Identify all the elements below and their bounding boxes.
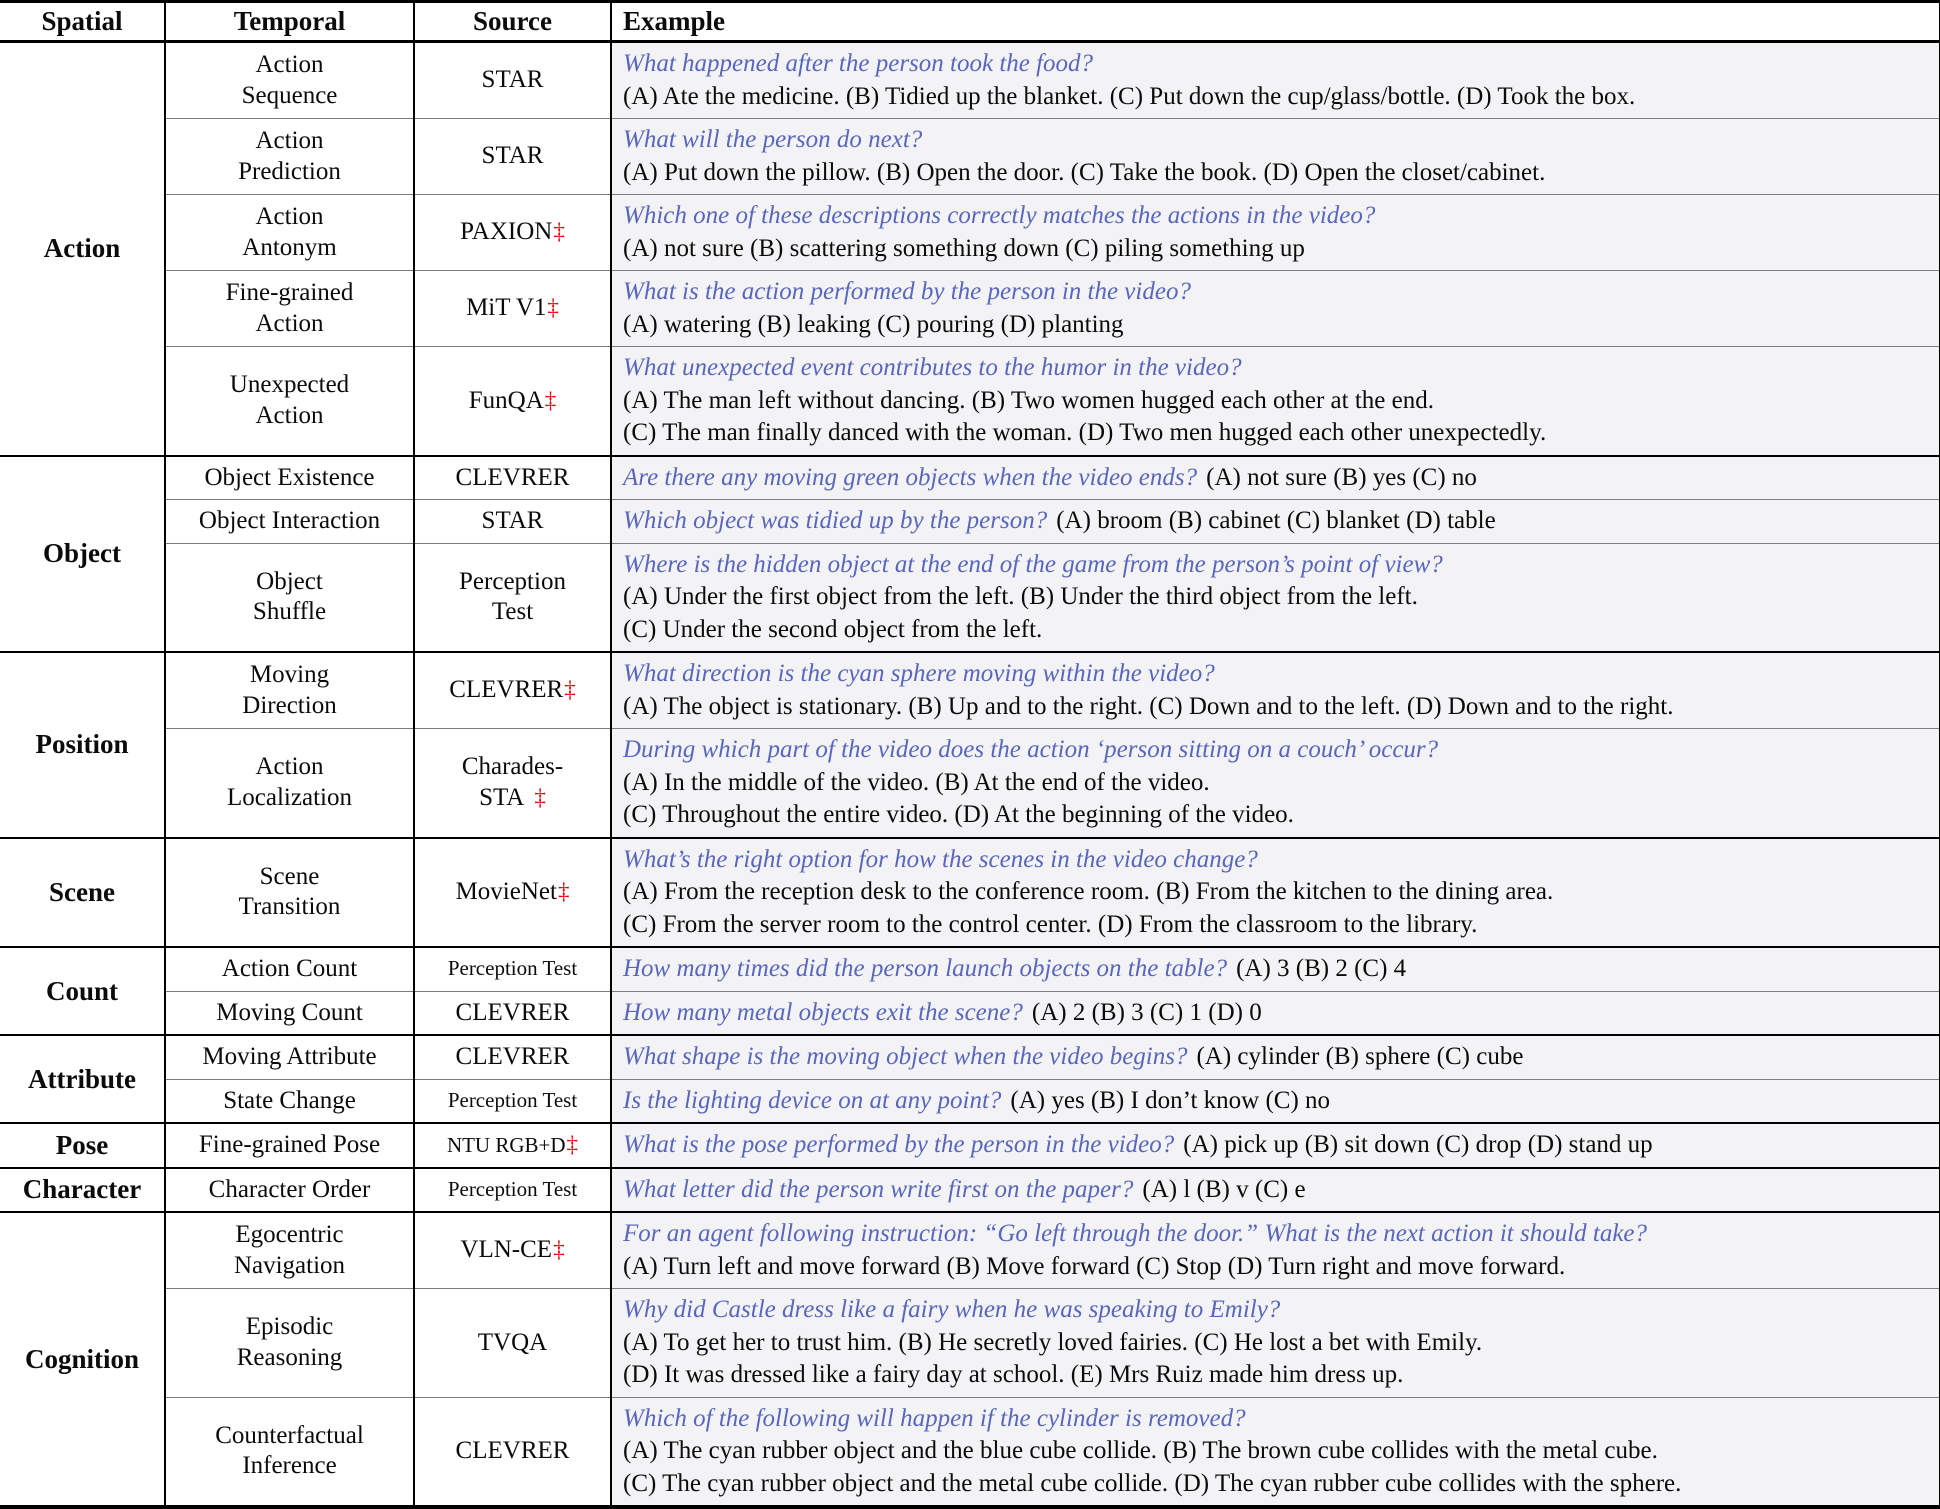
- temporal-cell: [165, 1079, 414, 1123]
- source-cell: [414, 947, 611, 991]
- source-label: VLN-CE: [460, 1236, 553, 1264]
- temporal-label: Unexpected: [229, 371, 350, 399]
- column-header-source: Source: [414, 2, 611, 42]
- source-label: MiT V1: [466, 294, 547, 322]
- temporal-label: Action Count: [221, 955, 358, 982]
- source-cell: [414, 456, 611, 500]
- source-cell: [414, 1035, 611, 1079]
- example-cell: [611, 347, 1940, 456]
- table-row: [0, 729, 1940, 838]
- answer-line: (A) From the reception desk to the conference room. (B) From the kitchen to the dining area.: [623, 878, 1554, 905]
- source-label: STA: [479, 783, 525, 811]
- table-row: [0, 42, 1940, 119]
- temporal-cell: [165, 838, 414, 948]
- example-cell: [611, 1123, 1940, 1168]
- temporal-cell: [165, 1123, 414, 1168]
- temporal-label: Fine-grained Pose: [198, 1131, 381, 1158]
- table-row: [0, 947, 1940, 991]
- temporal-cell: [165, 947, 414, 991]
- answer-line: (A) To get her to trust him. (B) He secretly loved fairies. (C) He lost a bet with Emily.: [623, 1328, 1483, 1356]
- question-text: What’s the right option for how the scenes in the video change?: [623, 845, 1258, 873]
- source-cell: [414, 1212, 611, 1289]
- answer-line: (A) yes (B) I don’t know (C) no: [1010, 1086, 1331, 1114]
- double-dagger-icon: ‡: [557, 879, 570, 904]
- question-text: What unexpected event contributes to the humor in the video?: [623, 354, 1242, 381]
- temporal-label: Prediction: [238, 157, 341, 185]
- temporal-label: Scene: [259, 862, 320, 890]
- answer-line: (C) The man finally danced with the woman. (D) Two men hugged each other unexpectedly.: [623, 419, 1547, 446]
- temporal-label: Shuffle: [252, 598, 327, 626]
- table-row: [0, 119, 1940, 195]
- temporal-label: Object Interaction: [198, 507, 381, 534]
- temporal-cell: [165, 1168, 414, 1213]
- source-label: Perception Test: [447, 1087, 578, 1112]
- header-row: [0, 2, 1940, 42]
- example-cell: [611, 991, 1940, 1035]
- answer-line: (A) watering (B) leaking (C) pouring (D) planting: [623, 310, 1124, 338]
- example-cell: [611, 119, 1940, 195]
- temporal-cell: [165, 729, 414, 838]
- temporal-cell: [165, 456, 414, 500]
- source-label: Test: [491, 598, 534, 626]
- answer-line: (A) Put down the pillow. (B) Open the door. (C) Take the book. (D) Open the closet/cabinet.: [623, 158, 1546, 186]
- example-cell: [611, 500, 1940, 544]
- temporal-label: State Change: [223, 1086, 356, 1114]
- temporal-label: Object Existence: [204, 463, 375, 491]
- example-cell: [611, 271, 1940, 347]
- question-text: How many metal objects exit the scene?: [623, 998, 1023, 1026]
- example-cell: [611, 543, 1940, 652]
- table-row: [0, 456, 1940, 500]
- example-cell: [611, 456, 1940, 500]
- temporal-label: Direction: [242, 691, 337, 719]
- question-text: What shape is the moving object when the video begins?: [623, 1043, 1188, 1070]
- spatial-group-label: Cognition: [0, 1212, 165, 1507]
- double-dagger-icon: ‡: [564, 677, 576, 703]
- source-label: TVQA: [477, 1328, 548, 1356]
- answer-line: (A) 3 (B) 2 (C) 4: [1236, 955, 1407, 982]
- example-cell: [611, 1212, 1940, 1289]
- source-label: Perception Test: [447, 956, 578, 981]
- table-row: [0, 1212, 1940, 1289]
- answer-line: (C) From the server room to the control center. (D) From the classroom to the library.: [623, 910, 1478, 938]
- source-cell: [414, 1123, 611, 1168]
- question-text: Where is the hidden object at the end of the game from the person’s point of view?: [623, 550, 1443, 578]
- temporal-label: Fine-grained: [225, 279, 354, 306]
- double-dagger-icon: ‡: [544, 387, 557, 413]
- answer-line: (A) broom (B) cabinet (C) blanket (D) table: [1056, 507, 1496, 534]
- source-label: CLEVRER: [455, 998, 570, 1026]
- source-label: STAR: [481, 66, 544, 94]
- source-label: Perception Test: [447, 1176, 578, 1201]
- example-cell: [611, 1289, 1940, 1398]
- source-cell: [414, 1079, 611, 1123]
- temporal-cell: [165, 500, 414, 544]
- source-cell: [414, 271, 611, 347]
- answer-line: (A) not sure (B) scattering something down (C) piling something up: [623, 234, 1305, 262]
- spatial-group-label: Action: [0, 42, 165, 456]
- temporal-label: Transition: [238, 893, 341, 921]
- temporal-label: Sequence: [241, 81, 338, 109]
- answer-line: (A) pick up (B) sit down (C) drop (D) stand up: [1183, 1131, 1653, 1158]
- temporal-label: Moving Attribute: [202, 1043, 377, 1070]
- question-text: What direction is the cyan sphere moving within the video?: [623, 660, 1215, 687]
- table-row: [0, 500, 1940, 544]
- temporal-cell: [165, 1397, 414, 1507]
- temporal-label: Action: [255, 51, 324, 78]
- spatial-group-label: Object: [0, 456, 165, 653]
- source-cell: [414, 119, 611, 195]
- question-text: What letter did the person write first on the paper?: [623, 1175, 1134, 1203]
- example-cell: [611, 195, 1940, 271]
- temporal-cell: [165, 1212, 414, 1289]
- temporal-label: Episodic: [245, 1313, 334, 1341]
- source-label: MovieNet: [455, 878, 557, 905]
- example-cell: [611, 1079, 1940, 1123]
- source-label: CLEVRER: [455, 1437, 570, 1464]
- answer-line: (A) Ate the medicine. (B) Tidied up the blanket. (C) Put down the cup/glass/bottle. (D) Took the box.: [623, 82, 1636, 110]
- table-row: [0, 347, 1940, 456]
- answer-line: (A) The man left without dancing. (B) Two women hugged each other at the end.: [623, 386, 1434, 414]
- answer-line: (A) In the middle of the video. (B) At the end of the video.: [623, 768, 1210, 796]
- answer-line: (D) It was dressed like a fairy day at school. (E) Mrs Ruiz made him dress up.: [623, 1361, 1404, 1388]
- answer-line: (A) Turn left and move forward (B) Move forward (C) Stop (D) Turn right and move forward.: [623, 1252, 1566, 1280]
- question-text: For an agent following instruction: “Go left through the door.” What is the next action it should take?: [623, 1220, 1648, 1247]
- answer-line: (C) Under the second object from the left.: [623, 615, 1043, 643]
- temporal-cell: [165, 347, 414, 456]
- example-cell: [611, 1035, 1940, 1079]
- question-text: What happened after the person took the food?: [623, 50, 1094, 77]
- temporal-cell: [165, 1035, 414, 1079]
- question-text: How many times did the person launch objects on the table?: [623, 955, 1228, 982]
- answer-line: (A) not sure (B) yes (C) no: [1206, 463, 1477, 491]
- question-text: Which one of these descriptions correctly matches the actions in the video?: [623, 202, 1376, 229]
- spatial-group-label: Scene: [0, 838, 165, 948]
- temporal-label: Moving Count: [216, 998, 363, 1026]
- question-text: Are there any moving green objects when the video ends?: [623, 463, 1198, 491]
- temporal-cell: [165, 652, 414, 729]
- example-cell: [611, 1397, 1940, 1507]
- temporal-label: Object: [256, 567, 323, 595]
- question-text: During which part of the video does the action ‘person sitting on a couch’ occur?: [623, 736, 1439, 763]
- source-cell: [414, 652, 611, 729]
- source-cell: [414, 729, 611, 838]
- answer-line: (A) l (B) v (C) e: [1142, 1175, 1306, 1203]
- source-cell: [414, 838, 611, 948]
- temporal-label: Inference: [242, 1452, 337, 1480]
- source-label: CLEVRER: [449, 676, 564, 704]
- table-row: [0, 1168, 1940, 1213]
- question-text: What is the action performed by the person in the video?: [623, 278, 1191, 305]
- answer-line: (C) The cyan rubber object and the metal cube collide. (D) The cyan rubber cube collides with the sphere.: [623, 1469, 1682, 1497]
- example-cell: [611, 42, 1940, 119]
- source-label: STAR: [481, 507, 544, 534]
- temporal-label: Character Order: [208, 1175, 371, 1203]
- source-cell: [414, 991, 611, 1035]
- source-label: CLEVRER: [455, 1043, 570, 1070]
- source-cell: [414, 543, 611, 652]
- table-row: [0, 543, 1940, 652]
- example-cell: [611, 652, 1940, 729]
- temporal-label: Moving: [249, 661, 330, 688]
- answer-line: (A) 2 (B) 3 (C) 1 (D) 0: [1031, 998, 1262, 1026]
- table-row: [0, 195, 1940, 271]
- temporal-label: Action: [255, 203, 324, 230]
- question-text: Why did Castle dress like a fairy when he was speaking to Emily?: [623, 1296, 1281, 1323]
- temporal-cell: [165, 991, 414, 1035]
- table-row: [0, 1397, 1940, 1507]
- spatial-group-label: Pose: [0, 1123, 165, 1168]
- answer-line: (C) Throughout the entire video. (D) At the beginning of the video.: [623, 801, 1294, 828]
- double-dagger-icon: ‡: [553, 219, 565, 245]
- table-row: [0, 1289, 1940, 1398]
- spatial-group-label: Count: [0, 947, 165, 1035]
- temporal-cell: [165, 195, 414, 271]
- temporal-label: Action: [255, 127, 324, 154]
- answer-line: (A) cylinder (B) sphere (C) cube: [1196, 1043, 1524, 1070]
- double-dagger-icon: ‡: [553, 1237, 565, 1263]
- source-cell: [414, 1168, 611, 1213]
- column-header-temporal: Temporal: [165, 2, 414, 42]
- table-row: [0, 991, 1940, 1035]
- temporal-label: Action: [255, 401, 324, 429]
- spatial-group-label: Character: [0, 1168, 165, 1213]
- source-cell: [414, 1289, 611, 1398]
- answer-line: (A) The object is stationary. (B) Up and to the right. (C) Down and to the left. (D) Down and to the right.: [623, 692, 1674, 720]
- spatial-group-label: Attribute: [0, 1035, 165, 1123]
- double-dagger-icon: ‡: [547, 295, 559, 321]
- question-text: Which object was tidied up by the person?: [623, 507, 1048, 534]
- table-row: [0, 838, 1940, 948]
- source-label: FunQA: [468, 386, 544, 414]
- source-cell: [414, 42, 611, 119]
- table-row: [0, 1123, 1940, 1168]
- temporal-cell: [165, 271, 414, 347]
- double-dagger-icon: ‡: [566, 1132, 579, 1158]
- question-text: Is the lighting device on at any point?: [623, 1086, 1002, 1114]
- temporal-cell: [165, 1289, 414, 1398]
- table-row: [0, 1035, 1940, 1079]
- table-row: [0, 271, 1940, 347]
- temporal-label: Action: [255, 753, 324, 781]
- question-text: What is the pose performed by the person in the video?: [623, 1131, 1175, 1158]
- temporal-label: Counterfactual: [215, 1421, 364, 1449]
- answer-line: (A) Under the first object from the left. (B) Under the third object from the left.: [623, 583, 1418, 610]
- source-cell: [414, 347, 611, 456]
- temporal-label: Navigation: [233, 1251, 346, 1279]
- source-label: STAR: [481, 142, 544, 170]
- answer-line: (A) The cyan rubber object and the blue cube collide. (B) The brown cube collides with the metal cube.: [623, 1437, 1658, 1464]
- example-cell: [611, 729, 1940, 838]
- question-text: What will the person do next?: [623, 126, 923, 153]
- column-header-example: Example: [611, 2, 1940, 42]
- table-row: [0, 652, 1940, 729]
- source-cell: [414, 1397, 611, 1507]
- source-label: CLEVRER: [455, 463, 570, 491]
- source-cell: [414, 195, 611, 271]
- source-label: Charades-: [461, 753, 564, 781]
- column-header-spatial: Spatial: [0, 2, 165, 42]
- example-cell: [611, 1168, 1940, 1213]
- source-label: NTU RGB+D: [446, 1133, 566, 1158]
- source-label: Perception: [459, 567, 566, 595]
- temporal-cell: [165, 119, 414, 195]
- double-dagger-icon: ‡: [534, 784, 546, 810]
- temporal-cell: [165, 42, 414, 119]
- source-cell: [414, 500, 611, 544]
- example-cell: [611, 838, 1940, 948]
- source-label: PAXION: [460, 218, 553, 246]
- spatial-group-label: Position: [0, 652, 165, 838]
- temporal-label: Antonym: [242, 233, 337, 261]
- temporal-cell: [165, 543, 414, 652]
- temporal-label: Reasoning: [236, 1343, 343, 1371]
- question-text: Which of the following will happen if the cylinder is removed?: [623, 1404, 1246, 1432]
- example-cell: [611, 947, 1940, 991]
- temporal-label: Action: [255, 309, 324, 337]
- temporal-label: Localization: [227, 783, 352, 811]
- temporal-label: Egocentric: [235, 1221, 344, 1248]
- table-row: [0, 1079, 1940, 1123]
